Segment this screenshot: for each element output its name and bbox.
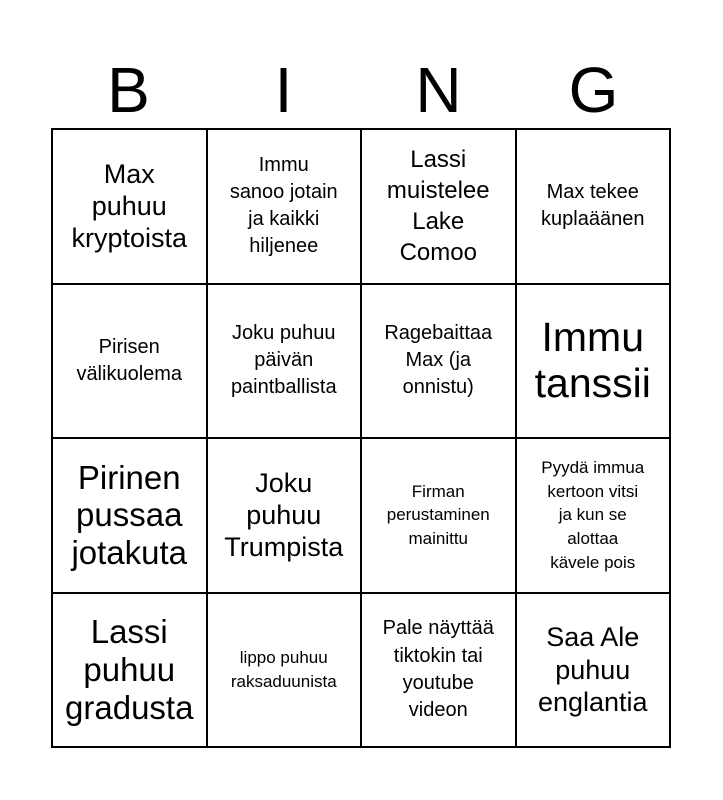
bingo-cell[interactable] (362, 285, 517, 440)
bingo-cell-text: Saa Ale puhuu englantia (537, 622, 648, 717)
bingo-cell[interactable] (362, 439, 517, 594)
bingo-cell[interactable] (208, 594, 363, 749)
bingo-cell[interactable] (517, 439, 672, 594)
bingo-cell-text: Joku puhuu Trumpista (224, 467, 344, 563)
bingo-cell-text: Immu tanssii (534, 313, 651, 406)
bingo-cell-text: Pirinen pussaa jotakuta (71, 458, 188, 572)
bingo-cell[interactable] (208, 439, 363, 594)
bingo-cell-text: Max puhuu kryptoista (71, 158, 188, 254)
bingo-cell-text: Immu sanoo jotain ja kaikki hiljenee (229, 153, 338, 258)
bingo-cell[interactable] (517, 285, 672, 440)
bingo-cell[interactable] (208, 130, 363, 285)
header-letter-g: G (568, 54, 619, 126)
bingo-cell[interactable] (53, 130, 208, 285)
bingo-cell[interactable] (208, 285, 363, 440)
bingo-cell-text: Ragebaittaa Max (ja onnistu) (384, 321, 493, 399)
bingo-cell[interactable] (53, 285, 208, 440)
bingo-cell[interactable] (362, 594, 517, 749)
bingo-cell-text: Joku puhuu päivän paintballista (230, 321, 337, 399)
bingo-cell-text: Pirisen välikuolema (76, 335, 183, 385)
bingo-board (51, 128, 671, 748)
bingo-cell[interactable] (53, 439, 208, 594)
bingo-cell-text: Max tekee kuplaäänen (541, 181, 645, 231)
header-letter-n: N (415, 54, 462, 126)
bingo-cell-text: Pyydä immua kertoon vitsi ja kun se alottaa kävele pois (541, 457, 645, 572)
header-letter-i: I (274, 54, 293, 126)
bingo-cell[interactable] (517, 594, 672, 749)
bingo-cell-text: Lassi puhuu gradusta (65, 613, 194, 726)
bingo-cell[interactable] (53, 594, 208, 749)
header-letter-b: B (107, 54, 150, 126)
bingo-cell[interactable] (517, 130, 672, 285)
bingo-cell[interactable] (362, 130, 517, 285)
bingo-cell-text: Lassi muistelee Lake Comoo (386, 145, 490, 267)
bingo-cell-text: lippo puhuu raksaduunista (230, 647, 337, 691)
bingo-header (51, 52, 671, 128)
bingo-cell-text: Firman perustaminen mainittu (386, 481, 490, 549)
bingo-cell-text: Pale näyttää tiktokin tai youtube videon (382, 617, 494, 721)
